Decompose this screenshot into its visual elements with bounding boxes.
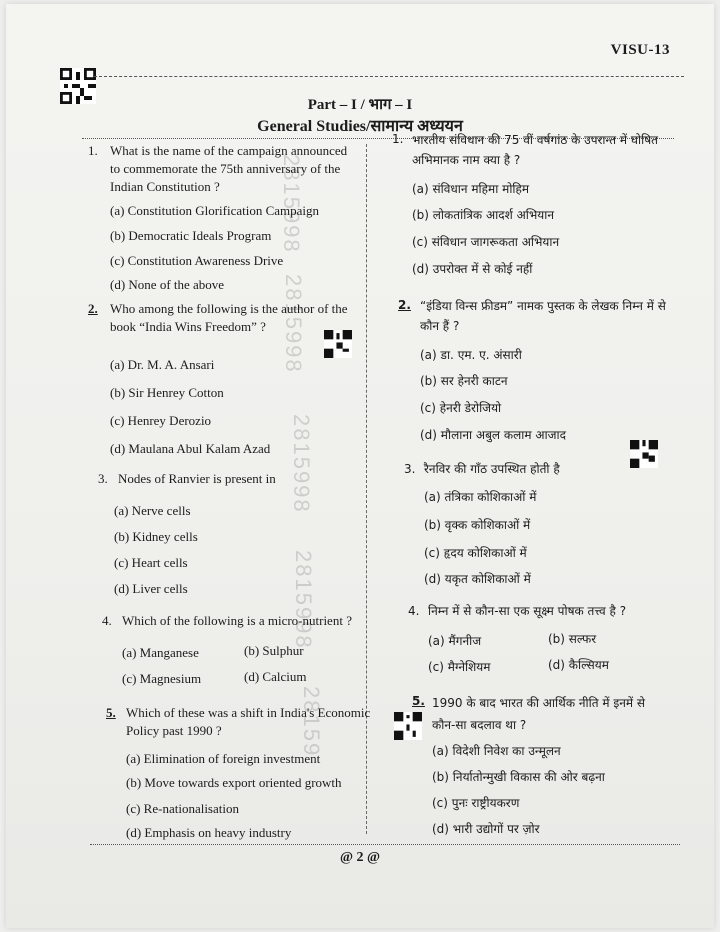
- option-d[interactable]: (d) Calcium: [244, 669, 307, 684]
- question-text: भारतीय संविधान की 75 वीं वर्षगांठ के उपरान्त में घोषित अभिमानक नाम क्या है ?: [412, 133, 658, 167]
- watermark: 2815998: [281, 274, 306, 374]
- watermark: 28159: [299, 686, 324, 758]
- qr-code-icon: [394, 712, 422, 740]
- exam-page: [6, 4, 714, 928]
- question-text: What is the name of the campaign announced to commemorate the 75th anniversary of the Indian Constitution ?: [110, 143, 348, 194]
- option-c[interactable]: (c) पुनः राष्ट्रीयकरण: [432, 796, 520, 810]
- question-text: रैनविर की गाँठ उपस्थित होती है: [424, 462, 560, 476]
- option-c[interactable]: (c) Magnesium: [122, 671, 202, 686]
- option-a[interactable]: (a) डा. एम. ए. अंसारी: [420, 348, 522, 362]
- question-number: 1.: [88, 143, 98, 158]
- option-b[interactable]: (b) Kidney cells: [114, 529, 198, 544]
- option-b[interactable]: (b) लोकतांत्रिक आदर्श अभियान: [412, 208, 555, 222]
- question-number: 3.: [404, 462, 416, 476]
- option-d[interactable]: (d) Liver cells: [114, 581, 188, 596]
- option-d[interactable]: (d) कैल्सियम: [548, 658, 609, 672]
- question-number: 4.: [408, 604, 420, 618]
- subject-heading: General Studies/सामान्य अध्ययन: [257, 118, 463, 135]
- option-c[interactable]: (c) Constitution Awareness Drive: [110, 253, 284, 268]
- option-b[interactable]: (b) Move towards export oriented growth: [126, 775, 342, 790]
- page-number: @ 2 @: [339, 850, 381, 865]
- option-a[interactable]: (a) Dr. M. A. Ansari: [110, 357, 215, 372]
- option-d[interactable]: (d) उपरोक्त में से कोई नहीं: [412, 262, 533, 276]
- option-a[interactable]: (a) Nerve cells: [114, 503, 191, 518]
- question-number: 2.: [88, 301, 98, 316]
- option-a[interactable]: (a) विदेशी निवेश का उन्मूलन: [432, 744, 561, 758]
- option-a[interactable]: (a) तंत्रिका कोशिकाओं में: [424, 490, 537, 504]
- option-c[interactable]: (c) Henrey Derozio: [110, 413, 212, 428]
- option-a[interactable]: (a) Manganese: [122, 645, 199, 660]
- option-d[interactable]: (d) None of the above: [110, 277, 225, 292]
- option-b[interactable]: (b) Sir Henrey Cotton: [110, 385, 224, 400]
- option-b[interactable]: (b) Sulphur: [244, 643, 304, 658]
- watermark: 2815998: [279, 154, 304, 254]
- watermark: 2815998: [289, 414, 314, 514]
- option-d[interactable]: (d) Emphasis on heavy industry: [126, 825, 292, 840]
- option-c[interactable]: (c) Heart cells: [114, 555, 188, 570]
- watermark: 2815998: [291, 550, 316, 650]
- question-number: 5.: [412, 694, 425, 708]
- question-number: 3.: [98, 471, 108, 486]
- option-a[interactable]: (a) Constitution Glorification Campaign: [110, 203, 320, 218]
- option-b[interactable]: (b) वृक्क कोशिकाओं में: [424, 518, 531, 532]
- question-number: 2.: [398, 298, 411, 312]
- paper-code: VISU-13: [610, 42, 670, 58]
- option-c[interactable]: (c) हृदय कोशिकाओं में: [424, 546, 527, 560]
- part-heading: Part – I / भाग – I: [307, 97, 413, 113]
- question-number: 1.: [392, 132, 404, 146]
- option-b[interactable]: (b) सर हेनरी काटन: [420, 374, 508, 388]
- option-a[interactable]: (a) संविधान महिमा मोहिम: [412, 182, 530, 196]
- question-text: निम्न में से कौन-सा एक सूक्ष्म पोषक तत्त्व है ?: [428, 604, 627, 618]
- bottom-rule: [90, 844, 680, 845]
- option-c[interactable]: (c) मैग्नेशियम: [428, 660, 491, 674]
- question-text: Who among the following is the author of the book “India Wins Freedom” ?: [110, 301, 348, 334]
- question-number: 4.: [102, 613, 112, 628]
- option-d[interactable]: (d) भारी उद्योगों पर ज़ोर: [432, 822, 540, 836]
- option-d[interactable]: (d) यकृत कोशिकाओं में: [424, 572, 531, 586]
- option-d[interactable]: (d) मौलाना अबुल कलाम आजाद: [420, 428, 566, 442]
- question-text: Which of these was a shift in India's Economic Policy past 1990 ?: [126, 705, 371, 738]
- option-c[interactable]: (c) संविधान जागरूकता अभियान: [412, 235, 560, 249]
- question-text: Which of the following is a micro-nutrient ?: [122, 613, 352, 628]
- question-number: 5.: [106, 705, 116, 720]
- option-c[interactable]: (c) हेनरी डेरोजियो: [420, 401, 502, 415]
- option-a[interactable]: (a) Elimination of foreign investment: [126, 751, 321, 766]
- question-text: Nodes of Ranvier is present in: [118, 471, 276, 486]
- option-c[interactable]: (c) Re-nationalisation: [126, 801, 239, 816]
- question-text: “इंडिया विन्स फ्रीडम” नामक पुस्तक के लेखक निम्न में से कौन हैं ?: [420, 299, 666, 333]
- option-a[interactable]: (a) मैंगनीज: [428, 634, 482, 648]
- option-b[interactable]: (b) Democratic Ideals Program: [110, 228, 272, 243]
- question-text: 1990 के बाद भारत की आर्थिक नीति में इनमें से कौन-सा बदलाव था ?: [432, 696, 646, 732]
- top-rule: [94, 76, 684, 77]
- option-d[interactable]: (d) Maulana Abul Kalam Azad: [110, 441, 271, 456]
- qr-code-icon: [324, 330, 352, 358]
- option-b[interactable]: (b) निर्यातोन्मुखी विकास की ओर बढ़ना: [432, 770, 605, 784]
- option-b[interactable]: (b) सल्फर: [548, 632, 597, 646]
